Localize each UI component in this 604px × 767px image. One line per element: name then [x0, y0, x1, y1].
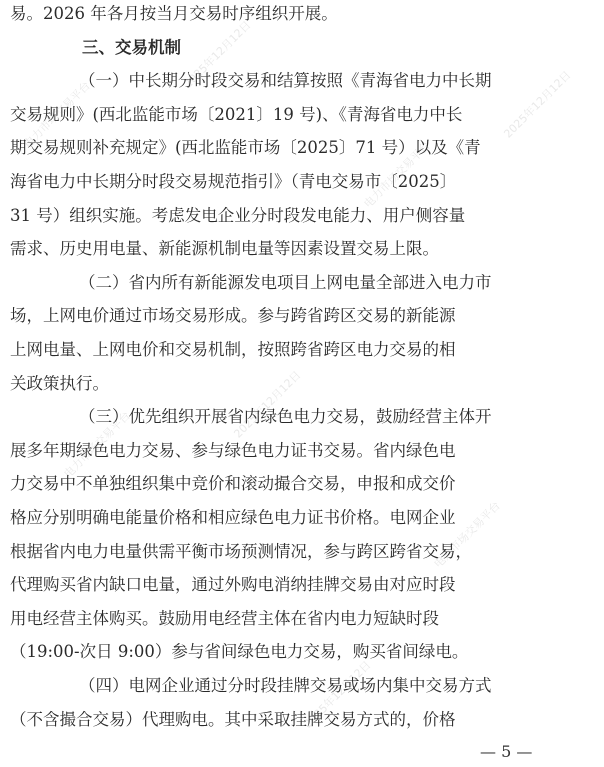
watermark-text: 2025年12月12日 — [181, 18, 254, 91]
body-line-9: （二）省内所有新能源发电项目上网电量全部进入电力市 — [79, 272, 492, 292]
body-line-19: 用电经营主体购买。鼓励用电经营主体在省内电力短缺时段 — [10, 608, 439, 628]
body-line-18: 代理购买省内缺口电量，通过外购电消纳挂牌交易由对应时段 — [10, 575, 456, 595]
body-line-4: 交易规则》(西北监能市场〔2021〕19 号)、《青海省电力中长 — [10, 104, 463, 124]
body-line-12: 关政策执行。 — [10, 373, 109, 393]
body-line-3: （一）中长期分时段交易和结算按照《青海省电力中长期 — [79, 71, 492, 91]
body-line-15: 力交易中不单独组织集中竞价和滚动撮合交易，申报和成交价 — [10, 474, 456, 494]
body-line-5: 期交易规则补充规定》(西北监能市场〔2025〕71 号）以及《青 — [10, 138, 481, 158]
body-line-1: 易。2026 年各月按当月交易时序组织开展。 — [10, 4, 338, 23]
body-line-10: 场，上网电价通过市场交易形成。参与跨省跨区交易的新能源 — [10, 306, 456, 326]
watermark-text: 电力市场交易平台 — [361, 139, 433, 211]
watermark-text: 电力市场交易平台 — [431, 499, 503, 571]
section-heading-three: 三、交易机制 — [82, 37, 181, 57]
watermark-text: 电力市场交易平台 — [21, 79, 93, 151]
body-line-7: 31 号）组织实施。考虑发电企业分时段发电能力、用户侧容量 — [10, 205, 466, 225]
watermark-text: 2025年12月12日 — [501, 68, 574, 141]
body-line-22: （不含撮合交易）代理购电。其中采取挂牌交易方式的，价格 — [10, 709, 456, 729]
watermark-text: 2025年12月12日 — [231, 368, 304, 441]
body-line-6: 海省电力中长期分时段交易规范指引》（青电交易市〔2025〕 — [10, 172, 457, 191]
watermark-text: 电力市场交易平台 — [61, 409, 133, 481]
body-line-11: 上网电量、上网电价和交易机制，按照跨省跨区电力交易的相 — [10, 340, 456, 359]
page-number: — 5 — — [480, 742, 533, 761]
body-line-17: 根据省内电力电量供需平衡市场预测情况，参与跨区跨省交易， — [10, 541, 472, 561]
body-line-21: （四）电网企业通过分时段挂牌交易或场内集中交易方式 — [79, 676, 492, 695]
watermark-text: 2025年12月12日 — [301, 658, 374, 731]
body-line-14: 展多年期绿色电力交易、参与绿色电力证书交易。省内绿色电 — [10, 440, 456, 460]
body-line-13: （三）优先组织开展省内绿色电力交易，鼓励经营主体开 — [79, 407, 492, 427]
body-line-20: （19:00-次日 9:00）参与省间绿色电力交易，购买省间绿电。 — [10, 642, 469, 662]
body-line-16: 格应分别明确电能量价格和相应绿色电力证书价格。电网企业 — [10, 508, 456, 527]
body-line-8: 需求、历史用电量、新能源机制电量等因素设置交易上限。 — [10, 239, 439, 259]
